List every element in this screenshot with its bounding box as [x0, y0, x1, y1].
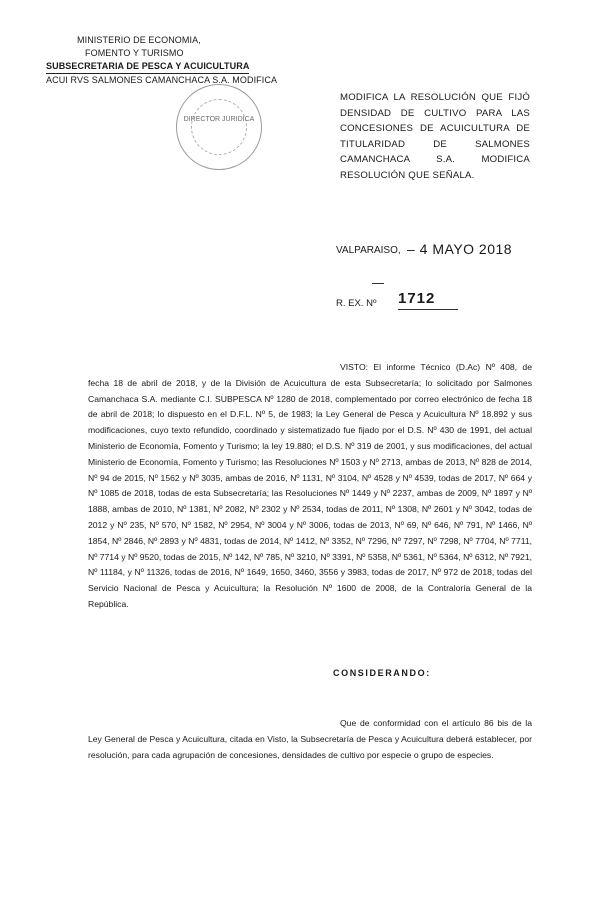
rex-label: R. EX. Nº: [336, 298, 377, 309]
rex-number: 1712: [398, 290, 436, 307]
reference-line: ACUI RVS SALMONES CAMANCHACA S.A. MODIFICA: [46, 75, 278, 85]
considerando-paragraph-1: Que de conformidad con el artículo 86 bis de la Ley General de Pesca y Acuicultura, citada en Visto, la Subsecretaría de Pesca y Acuicultura deberá establecer, por resolución, para cada agrupación de concesiones, densidades de cultivo por especie o grupo de especies.: [88, 718, 532, 760]
ministry-line-1: MINISTERIO DE ECONOMIA,: [77, 35, 201, 45]
rex-number-underline: [398, 309, 458, 310]
official-seal: [176, 84, 262, 170]
subsecretaria-line: SUBSECRETARIA DE PESCA Y ACUICULTURA: [46, 60, 249, 74]
place-label: VALPARAISO,: [336, 245, 401, 256]
considerando-heading: CONSIDERANDO:: [333, 668, 431, 678]
resolution-subject: MODIFICA LA RESOLUCIÓN QUE FIJÓ DENSIDAD DE CULTIVO PARA LAS CONCESIONES DE ACUICULTURA DE TITULARIDAD DE SALMONES CAMANCHACA S.A. MODIFICA RESOLUCIÓN QUE SEÑALA.: [340, 92, 530, 181]
visto-paragraph: VISTO: El informe Técnico (D.Ac) Nº 408, de fecha 18 de abril de 2018, y de la División de Acuicultura de esta Subsecretaría; lo solicitado por Salmones Camanchaca S.A. mediante C.I. SUBPESCA Nº 1280 de 2018, complementado por correo electrónico de fecha 18 de abril de 2018; lo dispuesto en el D.F.L. Nº 5, de 1983; la Ley General de Pesca y Acuicultura Nº 18.892 y sus modificaciones, cuyo texto refundido, coordinado y sistematizado fue fijado por el D.S. Nº 430 de 1991, del actual Ministerio de Economía, Fomento y Turismo; la ley 19.880; el D.S. Nº 319 de 2001, y sus modificaciones, del actual Ministerio de Economía, Fomento y Turismo; las Resoluciones Nº 1503 y Nº 2713, ambas de 2013, Nº 828 de 2014, Nº 94 de 2015, Nº 1562 y Nº 3035, ambas de 2016, Nº 1131, Nº 3104, Nº 4528 y Nº 4539, todas de 2017, Nº 664 y Nº 1085 de 2018, todas de esta Subsecretaría; las Resoluciones Nº 1449 y Nº 2237, ambas de 2009, Nº 1897 y Nº 1888, ambas de 2010, Nº 1381, Nº 2082, Nº 2302 y Nº 2534, todas de 2011, Nº 1308, Nº 2601 y Nº 3042, todas de 2012 y Nº 235, Nº 570, Nº 1582, Nº 2954, Nº 3004 y Nº 3006, todas de 2013, Nº 69, Nº 646, Nº 791, Nº 1466, Nº 1854, Nº 2846, Nº 2893 y Nº 4831, todas de 2014, Nº 1412, Nº 3352, Nº 7296, Nº 7297, Nº 7298, Nº 7704, Nº 7711, Nº 7714 y Nº 9520, todas de 2015, Nº 142, Nº 785, Nº 3210, Nº 3391, Nº 5358, Nº 5361, Nº 5364, Nº 6312, Nº 7921, Nº 11184, y Nº 11326, todas de 2016, Nº 1649, 1650, 3460, 3556 y 3983, todas de 2017, Nº 972 de 2018, todas del Servicio Nacional de Pesca y Acuicultura; la Resolución Nº 1600 de 2008, de la Contraloría General de la República.: [88, 362, 532, 609]
small-dash: [372, 283, 384, 284]
resolution-date: – 4 MAYO 2018: [407, 241, 513, 257]
seal-inner-ring: [191, 99, 247, 155]
seal-center-text: DIRECTOR JURIDICA: [183, 116, 255, 123]
ministry-line-2: FOMENTO Y TURISMO: [85, 48, 184, 58]
